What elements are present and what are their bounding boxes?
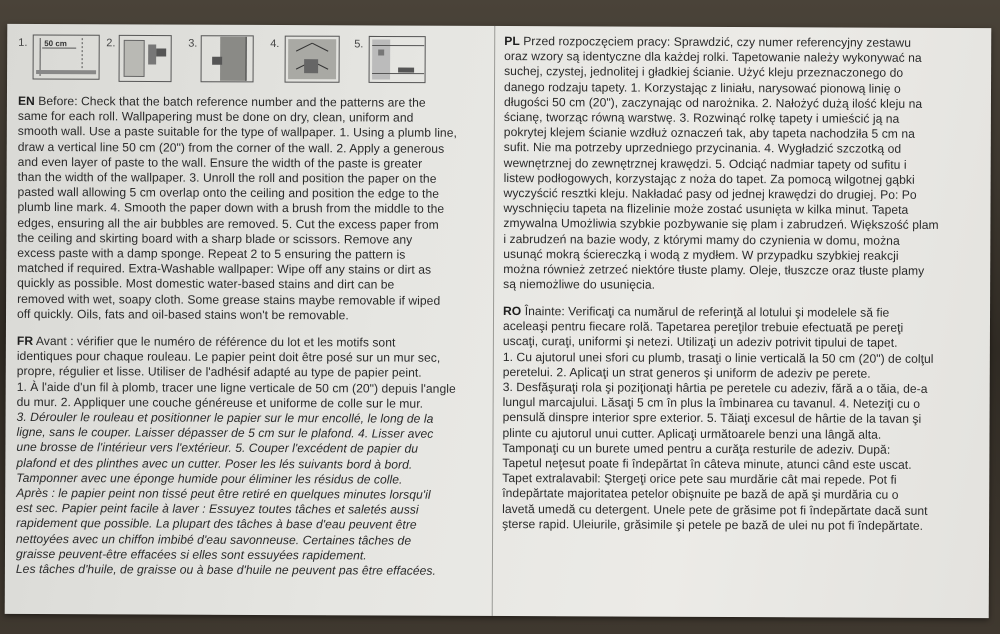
pl-section — [503, 34, 939, 294]
pl-line: i zabrudzeń na bazie wody, z którymi mamy do czynienia w domu, można — [503, 231, 900, 248]
lang-code-pl: PL — [504, 34, 520, 49]
lang-code-fr: FR — [16, 333, 34, 348]
instruction-sheet — [5, 24, 992, 618]
en-line: the ceiling and skirting board with a sharp blade or scissors. Remove any — [17, 230, 413, 247]
fr-line: ligne, sans le couper. Laisser dépasser de 5 cm sur le plafond. 4. Lisser avec — [16, 425, 434, 441]
pl-line: danego rodzaju tapety. 1. Korzystając z liniału, narysować pionową linię o — [503, 79, 901, 96]
fr-line: Les tâches d'huile, de graisse ou à base d'huile ne peuvent pas être effacées. — [15, 561, 436, 578]
fr-line: est sec. Papier peint facile à laver : Essuyez toutes tâches et saletés aussi — [16, 501, 419, 517]
ro-section — [502, 304, 934, 534]
ro-line: plinte cu ajutorul unui cutter. Aplicaţi următoarele benzi una lângă alta. — [502, 425, 882, 442]
pl-line: wewnętrznej do zewnętrznej krawędzi. 5. Odciąć nadmiar tapety od sufitu i — [503, 155, 907, 172]
smooth-brush-illustration — [284, 35, 340, 83]
cut-excess-illustration — [368, 35, 426, 83]
fr-line: graisse peuvent-être effacées si elles sont essuyées rapidement. — [15, 546, 367, 563]
pl-line: usunąć mokrą ściereczką i wodą z mydłem. W przypadku szybkiej reakcji — [503, 246, 899, 263]
fr-line: Avant : vérifier que le numéro de référence du lot et les motifs sont — [35, 333, 396, 350]
pl-line: zmywalna Umożliwia szybkie pozbywanie się plam i zabrudzeń. Większość plam — [503, 216, 939, 233]
column-divider — [492, 26, 496, 616]
step-number: 2. — [106, 37, 116, 50]
en-line: edges, ensuring all the air bubbles are removed. 5. Cut the excess paper from — [17, 215, 439, 232]
pl-line: są niemożliwe do usunięcia. — [503, 277, 656, 292]
ro-line: uscaţi, curaţi, uniformi şi netezi. Utilizaţi un adeziv potrivit tipului de tapet. — [502, 334, 898, 351]
en-line: same for each roll. Wallpapering must be done on dry, clean, uniform and — [17, 109, 414, 125]
pl-line: ścianę, tworząc równą warstwę. 3. Rozwinąć rolkę tapety i umieścić ją na — [503, 110, 900, 126]
paste-brush-illustration — [118, 34, 172, 82]
ro-line: Tapetul neţesut poate fi îndepărtat în câteva minute, atunci când este uscat. — [502, 456, 912, 472]
ro-line: Tapet extralavabil: Ştergeţi orice pete sau murdărie cât mai repede. Pot fi — [502, 471, 897, 487]
ro-line: şterse rapid. Uleiurile, grăsimile şi petele pe bază de ulei nu pot fi îndepărtate. — [502, 516, 924, 533]
en-line: and even layer of paste to the wall. Ensure the width of the paste is greater — [17, 154, 423, 171]
ro-line: 1. Cu ajutorul unei sfori cu plumb, trasaţi o linie verticală la 50 cm (20") de colţul — [502, 349, 934, 366]
fr-line: nettoyées avec un chiffon imbibé d'eau savonneuse. Certaines tâches de — [16, 531, 412, 548]
ro-line: 3. Desfăşuraţi rola şi poziţionaţi hârtia pe peretele cu adeziv, fără a o tăia, de-a — [502, 380, 928, 396]
fr-line: une brosse de l'intérieur vers l'extérieur. 5. Couper l'excédent de papier du — [16, 440, 419, 457]
ro-line: lungul marcajului. Lăsaţi 5 cm în plus la îmbinarea cu tavanul. 4. Neteziţi cu o — [502, 395, 921, 412]
fr-line: du mur. 2. Appliquer une couche généreuse et uniforme de colle sur le mur. — [16, 394, 424, 411]
en-line: draw a vertical line 50 cm (20") from the corner of the wall. 2. Apply a generous — [17, 139, 445, 156]
fr-line: 1. À l'aide d'un fil à plomb, tracer une ligne verticale de 50 cm (20") depuis l'angle — [16, 379, 456, 396]
en-line: than the width of the wallpaper. 3. Unroll the roll and position the paper on the — [17, 169, 437, 186]
fr-line: 3. Dérouler le rouleau et positionner le papier sur le mur encollé, le long de la — [16, 409, 434, 426]
pl-line: oraz wzory są identyczne dla każdej rolki. Tapetowanie należy wykonywać na — [504, 49, 922, 66]
pl-line: pokrytej klejem ścianie wzdłuż oznaczeń tak, aby tapeta nachodziła 5 cm na — [503, 125, 915, 142]
en-line: pasted wall allowing 5 cm overlap onto the ceiling and position the edge to the — [17, 185, 440, 201]
en-line: excess paste with a damp sponge. Repeat 2 to 5 ensuring the pattern is — [17, 245, 406, 262]
ro-line: Înainte: Verificaţi ca numărul de referinţă al lotului şi modelele să fie — [524, 304, 890, 320]
step-1-label: 50 cm — [44, 39, 67, 49]
fr-line: Tamponner avec une éponge humide pour éliminer les résidus de colle. — [16, 470, 403, 487]
fr-line: rapidement que possible. La plupart des tâches à base d'eau peuvent être — [16, 516, 417, 533]
fr-line: Après : le papier peint non tissé peut être retiré en quelques minutes lorsqu'il — [16, 485, 431, 502]
unroll-paper-illustration — [200, 35, 254, 83]
step-illustrations — [18, 34, 488, 96]
pl-line: wyschnięciu tapeta na flizelinie może zostać usunięta w kilka minut. Tapeta — [503, 201, 909, 218]
pl-line: sufit. Nie ma potrzeby uprzedniego przycinania. 4. Wygładzić szczotką od — [503, 140, 902, 157]
fr-line: identiques pour chaque rouleau. Le papier peint doit être posé sur un mur sec, — [16, 349, 441, 365]
en-line: smooth wall. Use a paste suitable for the type of wallpaper. 1. Using a plumb line, — [17, 124, 457, 141]
pl-line: długości 50 cm (20"), zaczynając od narożnika. 2. Nałożyć dużą ilość kleju na — [503, 94, 923, 111]
pl-line: listew podłogowych, korzystając z noża do tapet. Za pomocą wilgotnej gąbki — [503, 170, 915, 187]
pl-line: można również zetrzeć niektóre tłuste plamy. Oleje, tłuszcze oraz tłuste plamy — [503, 262, 925, 278]
ro-line: îndepărtate majoritatea petelor obişnuite pe bază de apă şi murdăria cu o — [502, 486, 899, 503]
step-number: 3. — [188, 37, 198, 50]
en-line: plumb line mark. 4. Smooth the paper down with a brush from the middle to the — [17, 200, 445, 217]
pl-line: Przed rozpoczęciem pracy: Sprawdzić, czy numer referencyjny zestawu — [523, 34, 912, 50]
ro-line: Tamponaţi cu un burete umed pentru a curăţa resturile de adeziv. După: — [502, 440, 891, 457]
en-line: removed with wet, soapy cloth. Some grease stains maybe removable if wiped — [17, 291, 441, 308]
fr-line: propre, régulier et lisse. Utiliser de l'adhésif adapté au type de papier peint. — [16, 364, 422, 381]
en-line: off quickly. Oils, fats and oil-based stains won't be removable. — [16, 306, 349, 323]
ro-line: lavetă umedă cu detergent. Unele pete de grăsime pot fi îndepărtate dacă sunt — [502, 501, 928, 518]
en-line: quickly as possible. Most domestic water-based stains and dirt can be — [17, 276, 395, 292]
fr-section — [16, 334, 456, 579]
ro-line: peretelui. 2. Aplicaţi un strat generos şi uniform de adeziv pe perete. — [502, 364, 871, 381]
plumb-line-illustration — [32, 34, 100, 80]
en-line: matched if required. Extra-Washable wallpaper: Wipe off any stains or dirt as — [17, 261, 432, 277]
lang-code-en: EN — [17, 93, 35, 108]
en-line: Before: Check that the batch reference number and the patterns are the — [38, 93, 426, 110]
pl-line: wyczyścić resztki kleju. Nakładać pasy od jednej krawędzi do drugiej. Po: Po — [503, 186, 917, 202]
pl-line: suchej, czystej, jednolitej i gładkiej ścianie. Użyć kleju przeznaczonego do — [504, 64, 904, 81]
step-number: 5. — [354, 38, 364, 51]
lang-code-ro: RO — [503, 304, 522, 319]
step-number: 1. — [18, 36, 28, 49]
step-number: 4. — [270, 38, 280, 51]
fr-line: plafond et des plinthes avec un cutter. Poser les lés suivants bord à bord. — [16, 455, 413, 472]
en-section — [17, 94, 457, 324]
ro-line: pensulă dinspre interior spre exterior. 5. Tăiaţi excesul de hârtie de la tavan şi — [502, 410, 922, 427]
ro-line: aceleaşi pentru fiecare rolă. Tapetarea pereţilor trebuie efectuată pe pereţi — [502, 319, 904, 335]
